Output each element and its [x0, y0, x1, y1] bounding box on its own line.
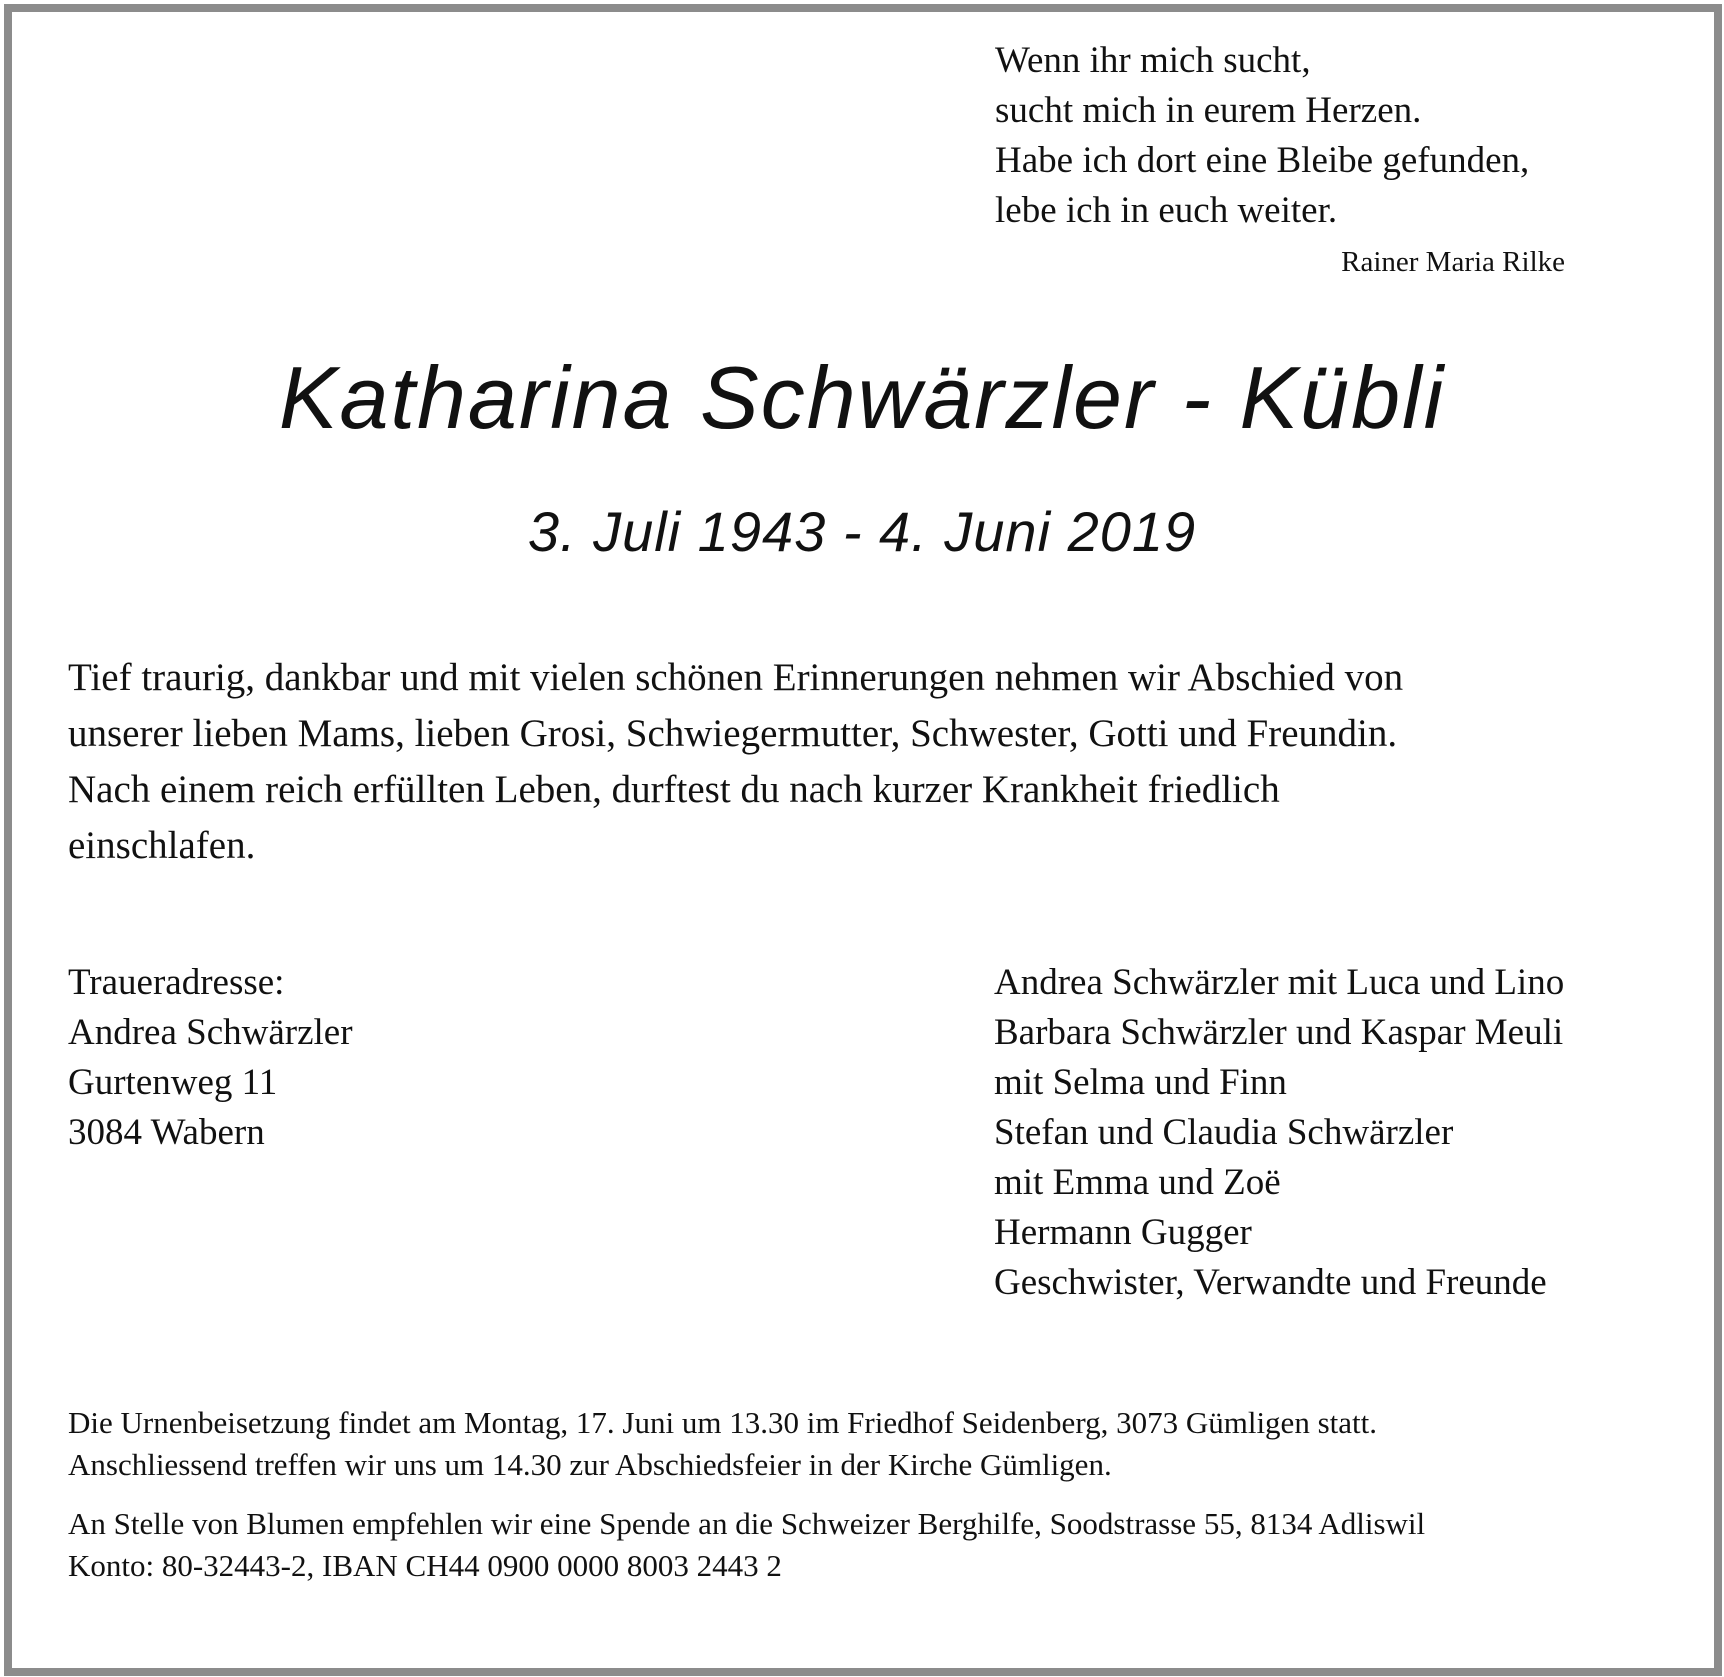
- ceremony-info: [68, 1402, 1688, 1486]
- donation-line: An Stelle von Blumen empfehlen wir eine Spende an die Schweizer Berghilfe, Soodstrasse 55, 8134 Adliswil: [68, 1506, 1426, 1541]
- poem: [995, 36, 1675, 236]
- deceased-name: Katharina Schwärzler - Kübli: [278, 348, 1446, 447]
- life-dates: 3. Juli 1943 - 4. Juni 2019: [527, 500, 1197, 563]
- address-name: Andrea Schwärzler: [68, 1012, 353, 1053]
- mourner-line: Andrea Schwärzler mit Luca und Lino: [994, 962, 1565, 1003]
- mourner-line: mit Selma und Finn: [994, 1062, 1287, 1103]
- donation-line: Konto: 80-32443-2, IBAN CH44 0900 0000 8003 2443 2: [68, 1548, 782, 1583]
- poem-line: Wenn ihr mich sucht,: [995, 40, 1311, 81]
- mourner-line: Barbara Schwärzler und Kaspar Meuli: [994, 1012, 1564, 1053]
- donation-info: [68, 1503, 1688, 1587]
- address-city: 3084 Wabern: [68, 1112, 265, 1153]
- poem-line: Habe ich dort eine Bleibe gefunden,: [995, 140, 1530, 181]
- mourner-line: mit Emma und Zoë: [994, 1162, 1281, 1203]
- mourning-address: [68, 958, 768, 1158]
- intro-line: einschlafen.: [68, 824, 256, 867]
- poem-line: sucht mich in eurem Herzen.: [995, 90, 1422, 131]
- intro-text: [68, 650, 1668, 874]
- ceremony-line: Anschliessend treffen wir uns um 14.30 zur Abschiedsfeier in der Kirche Gümligen.: [68, 1447, 1112, 1482]
- poem-line: lebe ich in euch weiter.: [995, 190, 1338, 231]
- address-street: Gurtenweg 11: [68, 1062, 278, 1103]
- intro-line: Tief traurig, dankbar und mit vielen schönen Erinnerungen nehmen wir Abschied von: [68, 656, 1404, 699]
- intro-line: unserer lieben Mams, lieben Grosi, Schwiegermutter, Schwester, Gotti und Freundin.: [68, 712, 1398, 755]
- mourner-line: Geschwister, Verwandte und Freunde: [994, 1262, 1547, 1303]
- mourners-list: [994, 958, 1684, 1308]
- intro-line: Nach einem reich erfüllten Leben, durftest du nach kurzer Krankheit friedlich: [68, 768, 1280, 811]
- mourner-line: Hermann Gugger: [994, 1212, 1252, 1253]
- ceremony-line: Die Urnenbeisetzung findet am Montag, 17. Juni um 13.30 im Friedhof Seidenberg, 3073 Gümligen statt.: [68, 1405, 1377, 1440]
- poem-author: Rainer Maria Rilke: [1341, 246, 1565, 278]
- mourner-line: Stefan und Claudia Schwärzler: [994, 1112, 1454, 1153]
- address-label: Traueradresse:: [68, 962, 285, 1003]
